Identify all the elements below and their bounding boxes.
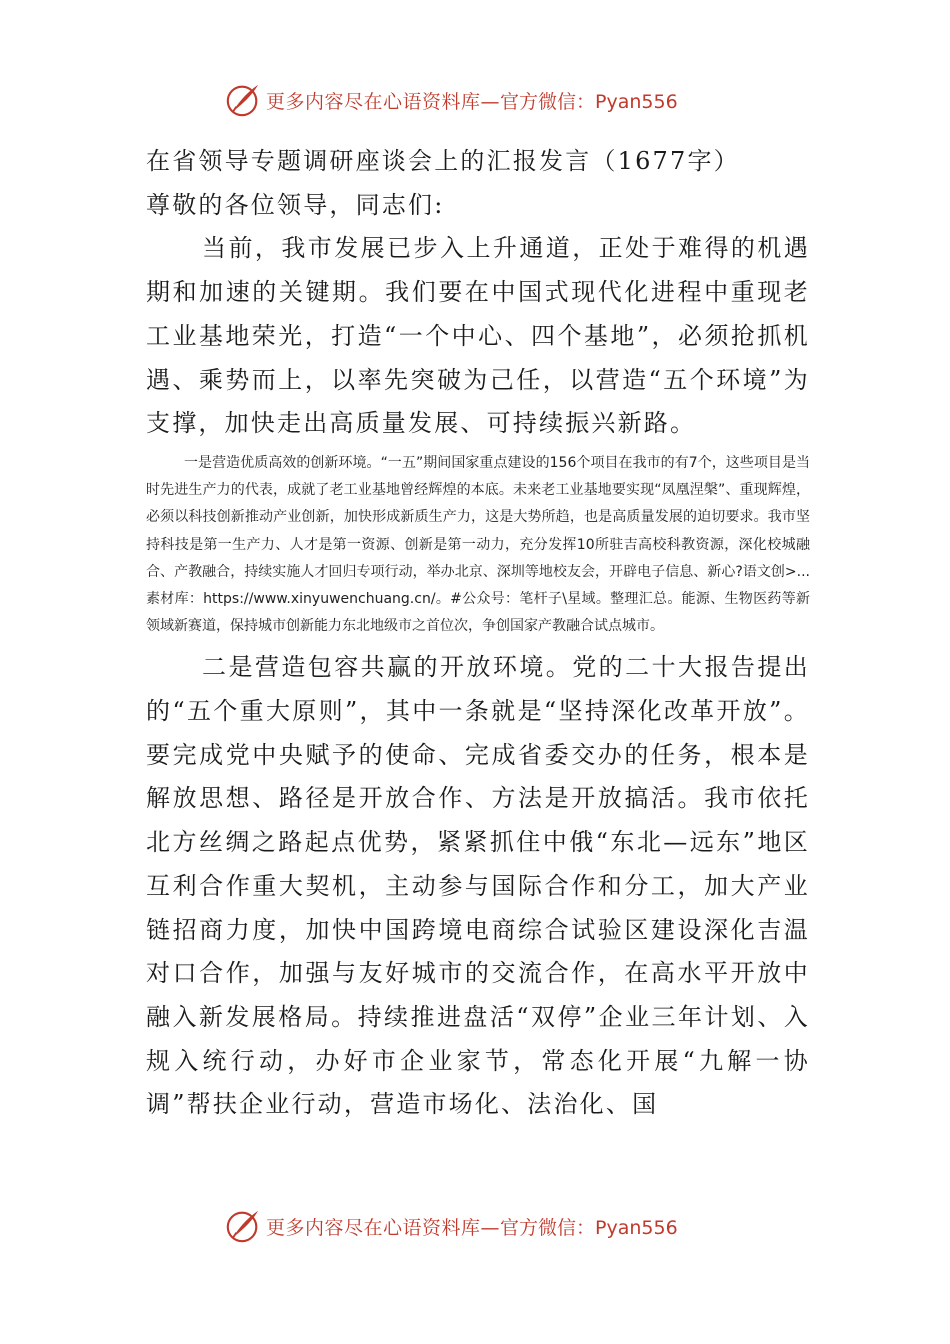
document-title: 在省领导专题调研座谈会上的汇报发言（1677字）	[146, 147, 740, 175]
banner-wechat: 官方微信：Pyan556	[500, 90, 678, 113]
quill-pen-logo-icon	[224, 81, 262, 119]
paragraph-opening: 二是营造包容共赢的开放环境。党的二十大报告提出的“五个重大原则”，其中一条就是“坚持深化改革开放”。要完成党中央赋予的使命、完成省委交办的任务，根本是解放思想、路径是开放合作、方法是开放搞活。我市依托北方丝绸之路起点优势，紧紧抓住中俄“东北—远东”地区互利合作重大契机，主动参与国际合作和分工，加大产业链招商力度，加快中国跨境电商综合试验区建设深化吉温对口合作，加强与友好城市的交流合作，在高水平开放中融入新发展格局。持续推进盘活“双停”企业三年计划、入规入统行动，办好市企业家节，常态化开展“九解一协调”帮扶企业行动，营造市场化、法治化、国	[146, 653, 810, 1119]
banner-text: 更多内容尽在心语资料库—	[266, 1216, 501, 1239]
document-body	[146, 140, 810, 1127]
paragraph-innovation: 一是营造优质高效的创新环境。“一五”期间国家重点建设的156个项目在我市的有7个，这些项目是当时先进生产力的代表，成就了老工业基地曾经辉煌的本底。未来老工业基地要实现“凤凰涅槃”、重现辉煌，必须以科技创新推动产业创新，加快形成新质生产力，这是大势所趋，也是高质量发展的迫切要求。我市坚持科技是第一生产力、人才是第一资源、创新是第一动力，充分发挥10所驻吉高校科教资源，深化校城融合、产教融合，持续实施人才回归专项行动，举办北京、深圳等地校友会，开辟电子信息、新心?语文创>...素材库：https://www.xinyuwenchuang.cn/。#公众号：笔杆子\星域。整理汇总。能源、生物医药等新领域新赛道，保持城市创新能力东北地级市之首位次，争创国家产教融合试点城市。	[146, 454, 810, 635]
banner-wechat: 官方微信：Pyan556	[500, 1216, 678, 1239]
quill-pen-logo-icon	[224, 1207, 262, 1245]
banner-text: 更多内容尽在心语资料库—	[266, 90, 501, 113]
header-banner	[224, 80, 744, 120]
footer-banner	[224, 1206, 744, 1246]
salutation: 尊敬的各位领导，同志们:	[146, 190, 445, 219]
paragraph-intro: 当前，我市发展已步入上升通道，正处于难得的机遇期和加速的关键期。我们要在中国式现代化进程中重现老工业基地荣光，打造“一个中心、四个基地”，必须抢抓机遇、乘势而上，以率先突破为己任，以营造“五个环境”为支撑，加快走出高质量发展、可持续振兴新路。	[146, 234, 810, 438]
